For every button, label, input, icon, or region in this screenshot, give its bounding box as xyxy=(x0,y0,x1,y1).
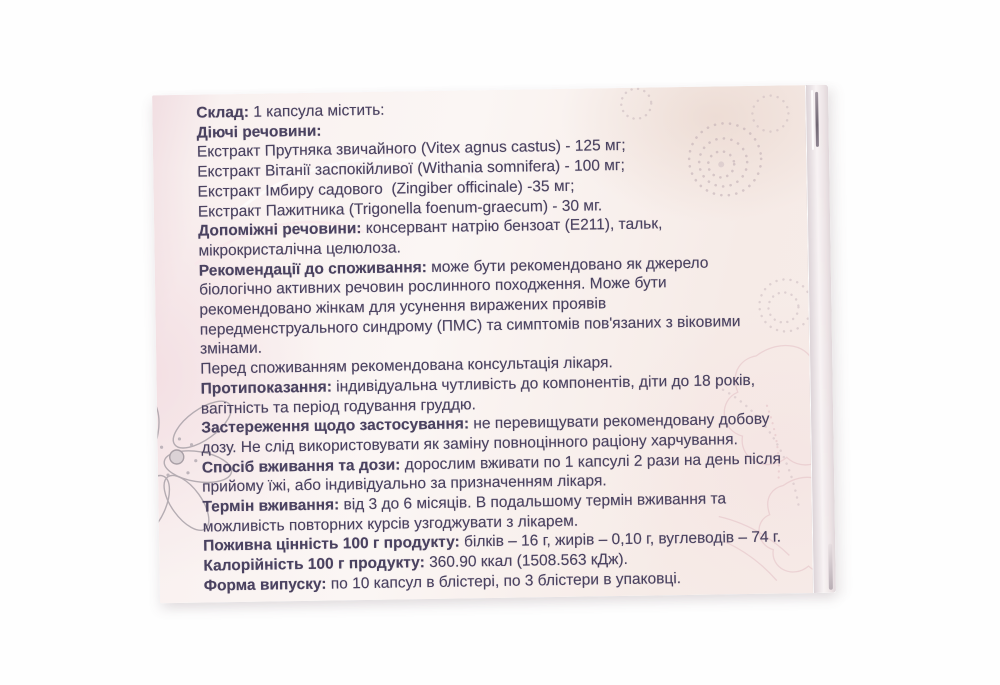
bottom-flap-fold xyxy=(828,544,833,590)
label-line-text: мікрокристалічна целюлоза. xyxy=(198,239,401,260)
label-line-heading: Склад: xyxy=(196,103,250,122)
label-line-text: Перед споживанням рекомендована консультація лікаря. xyxy=(200,354,613,378)
label-line-text: Екстракт Пажитника (Trigonella foenum-graecum) - 30 мг. xyxy=(197,196,603,221)
label-line-text: дозу. Не слід використовувати як заміну повноцінного раціону харчування. xyxy=(201,431,738,457)
label-line-text: 360.90 ккал (1508.563 кДж). xyxy=(424,551,629,572)
flap-crease-highlight xyxy=(811,90,814,150)
label-line-text: вагітність та період годування груддю. xyxy=(200,395,477,418)
label-line-heading: Спосіб вживання та дози: xyxy=(201,456,401,477)
label-line-heading: Діючі речовини: xyxy=(196,122,322,142)
box-face xyxy=(152,85,814,603)
label-line-text: по 10 капсул в блістері, по 3 блістери в упаковці. xyxy=(326,569,682,593)
label-line-text: дорослим вживати по 1 капсулі 2 рази на день після xyxy=(400,450,782,474)
label-line-text: передменструального синдрому (ПМС) та симптомів пов'язаних з віковими xyxy=(199,312,741,339)
label-line-heading: Поживна цінність 100 г продукту: xyxy=(203,534,460,556)
label-line-text: може бути рекомендовано як джерело xyxy=(426,254,709,276)
label-line-heading: Протипоказання: xyxy=(200,378,333,398)
label-line-heading: Рекомендації до споживання: xyxy=(198,258,427,280)
label-line-text: Екстракт Імбиру садового (Zingiber officinale) -35 мг; xyxy=(197,177,575,201)
label-line-heading: Застереження щодо застосування: xyxy=(201,415,470,437)
label-text xyxy=(196,94,816,596)
label-line-heading: Форма випуску: xyxy=(203,575,327,595)
tuck-flap-slit xyxy=(815,92,819,147)
label-line-heading: Термін вживання: xyxy=(202,496,340,516)
label-line-text: від 3 до 6 місяців. В подальшому термін вживання та xyxy=(339,490,727,514)
label-line-text: 1 капсула містить: xyxy=(248,101,385,121)
label-line-heading: Допоміжні речовини: xyxy=(198,220,362,240)
label-line-heading: Калорійність 100 г продукту: xyxy=(203,554,425,575)
label-line-text: біологічно активних речовин рослинного походження. Може бути xyxy=(198,274,667,299)
label-line-text: можливість повторних курсів узгоджувати з лікарем. xyxy=(202,512,579,536)
supplement-box-back-panel xyxy=(152,85,836,604)
label-line-text: білків – 16 г, жирів – 0,10 г, вуглеводів – 74 г. xyxy=(459,528,782,552)
label-line-text: рекомендовано жінкам для усунення виражених проявів xyxy=(199,295,607,319)
label-line-text: не перевищувати рекомендовану добову xyxy=(468,410,770,433)
label-line-text: змінами. xyxy=(199,340,263,359)
label-line-text: індивідуальна чутливість до компонентів, діти до 18 років, xyxy=(331,371,756,396)
label-line-text: консервант натрію бензоат (Е211), тальк, xyxy=(361,215,663,238)
label-line-text: Екстракт Вітанії заспокійливої (Withania somnifera) - 100 мг; xyxy=(197,157,625,181)
label-line-text: Екстракт Прутняка звичайного (Vitex agnus castus) - 125 мг; xyxy=(196,137,626,162)
label-line-text: прийому їжі, або індивідуально за призначенням лікаря. xyxy=(202,472,607,496)
